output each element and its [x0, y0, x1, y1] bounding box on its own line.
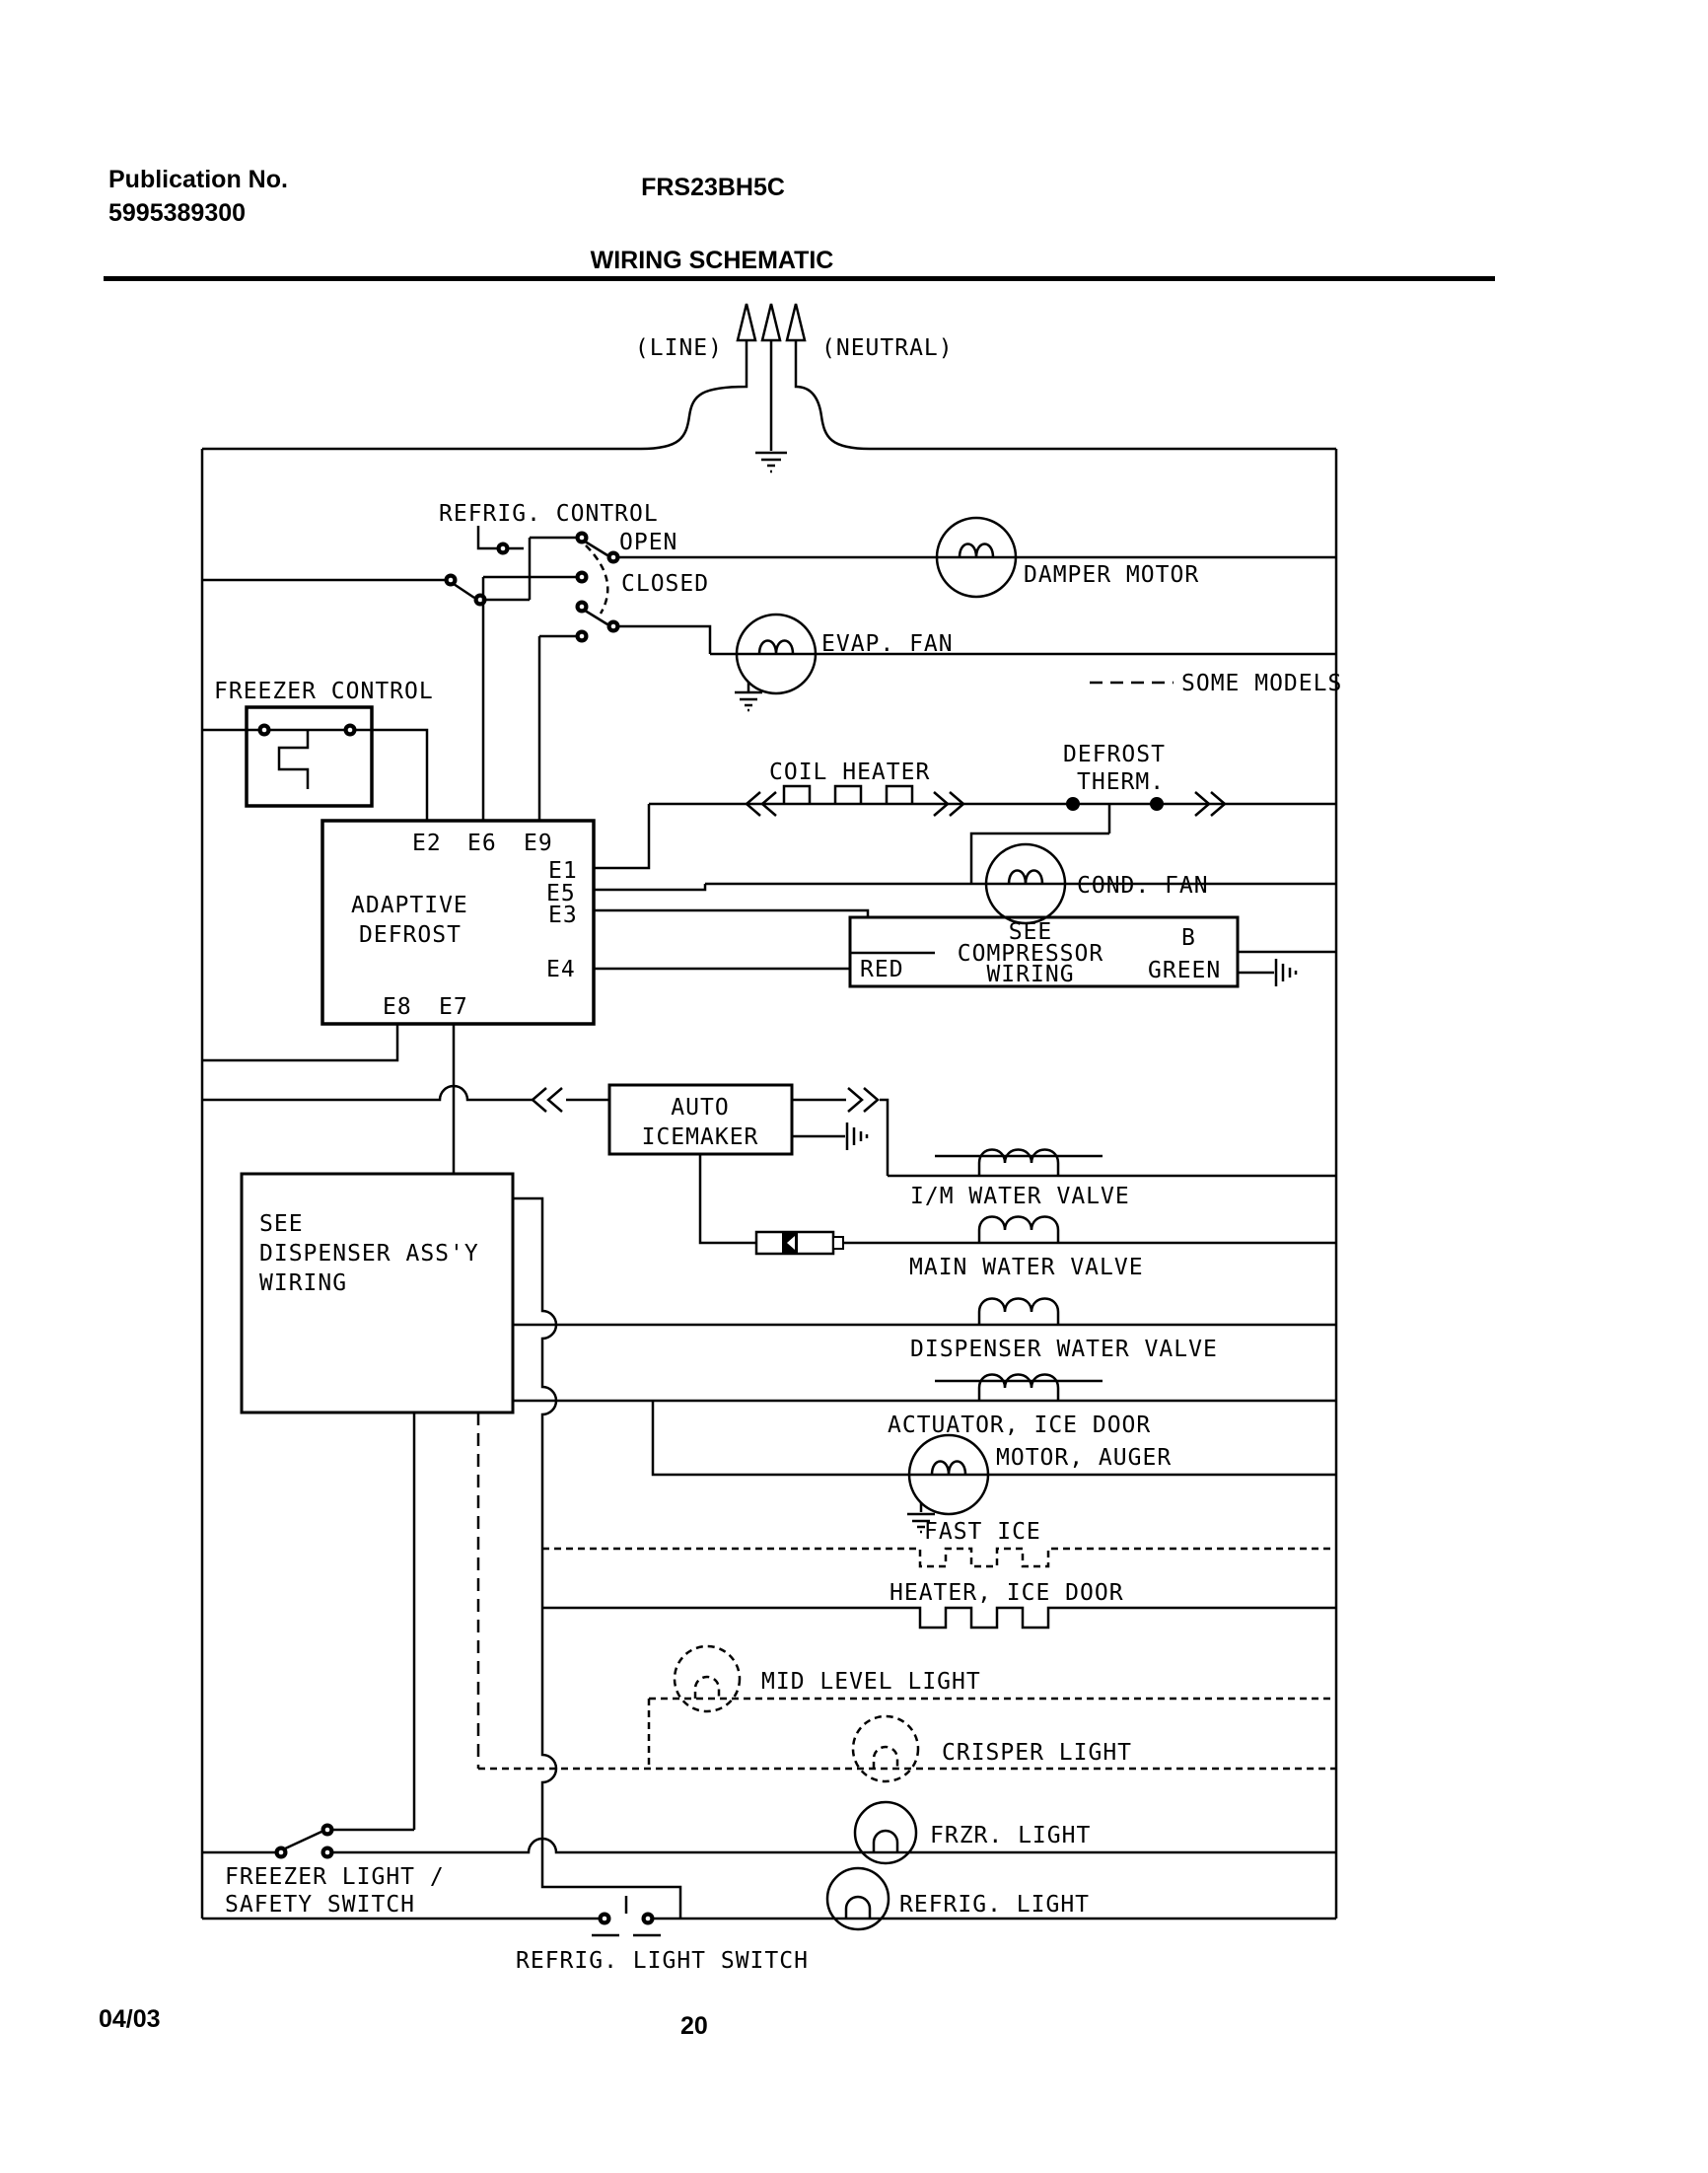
- arrow-up-icon: [787, 304, 805, 340]
- dispenser-assy-box: [242, 1174, 680, 1919]
- dispenser-box-label-3: WIRING: [259, 1270, 348, 1296]
- fast-ice-heater-element: [542, 1549, 1336, 1566]
- defrost-therm-label-1: DEFROST: [1063, 742, 1166, 767]
- coil-icon: [759, 641, 793, 655]
- freezer-safety-label-1: FREEZER LIGHT /: [225, 1864, 445, 1890]
- terminal-e8: E8: [383, 994, 412, 1020]
- lamp-icon: [855, 1802, 916, 1863]
- header-rule: [104, 276, 1495, 281]
- heater-ice-door-label: HEATER, ICE DOOR: [890, 1580, 1124, 1606]
- solenoid-coil-icon: [979, 1150, 1058, 1177]
- lamp-filament: [846, 1897, 870, 1919]
- refrig-control-switch: [202, 501, 709, 643]
- page-header: [104, 166, 1495, 281]
- freezer-light-circuit: [202, 1802, 1336, 1918]
- crisper-light: [478, 1716, 1336, 1781]
- switch-travel-arc: [586, 545, 607, 614]
- im-water-valve-label: I/M WATER VALVE: [910, 1184, 1130, 1209]
- green-wire-label: GREEN: [1148, 958, 1222, 983]
- lamp-icon: [675, 1646, 740, 1711]
- lamp-icon: [853, 1716, 918, 1781]
- refrig-control-label: REFRIG. CONTROL: [439, 501, 659, 527]
- main-water-valve-label: MAIN WATER VALVE: [909, 1255, 1144, 1280]
- switch-contact-icon: [275, 1824, 334, 1859]
- actuator-ice-door-label: ACTUATOR, ICE DOOR: [888, 1412, 1152, 1438]
- damper-motor: [619, 518, 1336, 597]
- icemaker-label-2: ICEMAKER: [641, 1124, 759, 1150]
- auto-icemaker: [202, 1085, 888, 1176]
- coil-icon: [960, 544, 993, 558]
- e1-wire: [594, 804, 649, 868]
- arrow-up-icon: [738, 304, 755, 340]
- fast-ice: [542, 1519, 1336, 1566]
- coil-icon: [1009, 871, 1042, 885]
- footer-date: 04/03: [99, 2005, 161, 2033]
- ground-icon: [847, 1123, 867, 1150]
- e5-wire: [594, 884, 705, 890]
- publication-number: 5995389300: [108, 199, 247, 227]
- terminal-e3: E3: [548, 903, 578, 928]
- ground-icon: [755, 453, 787, 471]
- light-bus-wire: [513, 1198, 680, 1919]
- dispenser-box-label-2: DISPENSER ASS'Y: [259, 1241, 479, 1267]
- icemaker-label-1: AUTO: [671, 1095, 730, 1121]
- evap-fan-label: EVAP. FAN: [821, 631, 954, 657]
- page-footer: [99, 2005, 708, 2040]
- closed-label: CLOSED: [621, 571, 710, 597]
- publication-label: Publication No.: [108, 166, 288, 193]
- top-supply: [202, 304, 1336, 471]
- frzr-light-label: FRZR. LIGHT: [930, 1823, 1092, 1848]
- actuator-ice-door: [513, 1375, 1336, 1439]
- refrig-light-label: REFRIG. LIGHT: [899, 1892, 1091, 1918]
- page-title: WIRING SCHEMATIC: [590, 247, 834, 274]
- motor-auger-label: MOTOR, AUGER: [996, 1445, 1173, 1471]
- chevron-icon: [533, 1088, 562, 1112]
- freezer-control: [202, 679, 434, 821]
- ground-icon: [735, 682, 762, 710]
- damper-motor-label: DAMPER MOTOR: [1024, 562, 1200, 588]
- freezer-control-label: FREEZER CONTROL: [214, 679, 434, 704]
- ground-icon: [1276, 959, 1296, 986]
- refrig-light-switch-label: REFRIG. LIGHT SWITCH: [516, 1948, 809, 1974]
- heater-element-icon: [542, 1608, 1336, 1628]
- dispenser-box-label-1: SEE: [259, 1211, 304, 1237]
- model-number: FRS23BH5C: [641, 174, 785, 201]
- b-wire-label: B: [1181, 925, 1196, 951]
- some-models-label: SOME MODELS: [1181, 671, 1343, 696]
- terminal-e6: E6: [467, 831, 497, 856]
- neutral-label: (NEUTRAL): [821, 335, 954, 361]
- open-label: OPEN: [619, 530, 678, 555]
- compressor-label-2: COMPRESSOR: [957, 941, 1104, 967]
- dispenser-water-valve: [513, 1299, 1336, 1363]
- main-water-valve: [700, 1154, 1336, 1280]
- solenoid-coil-icon: [979, 1217, 1058, 1244]
- adaptive-label-1: ADAPTIVE: [351, 893, 468, 918]
- chevron-icon: [848, 1088, 878, 1112]
- terminal-e5: E5: [546, 881, 576, 906]
- defrost-therm: [971, 742, 1225, 884]
- line-label: (LINE): [634, 335, 723, 361]
- terminal-e9: E9: [524, 831, 553, 856]
- coil-heater-label: COIL HEATER: [769, 760, 931, 785]
- lamp-filament: [695, 1677, 719, 1699]
- terminal-e2: E2: [412, 831, 442, 856]
- arrow-up-icon: [762, 304, 780, 340]
- defrost-therm-label-2: THERM.: [1077, 769, 1166, 795]
- lamp-filament: [874, 1747, 897, 1769]
- connector-icon: [756, 1232, 843, 1254]
- fast-ice-label: FAST ICE: [924, 1519, 1041, 1545]
- coil-icon: [932, 1462, 965, 1476]
- freezer-safety-label-2: SAFETY SWITCH: [225, 1892, 416, 1918]
- red-wire-label: RED: [860, 957, 904, 982]
- solenoid-coil-icon: [979, 1375, 1058, 1402]
- compressor-box: [850, 917, 1336, 987]
- mid-level-light-label: MID LEVEL LIGHT: [761, 1669, 981, 1695]
- solenoid-coil-icon: [979, 1299, 1058, 1326]
- adaptive-label-2: DEFROST: [359, 922, 462, 948]
- lamp-filament: [874, 1831, 897, 1852]
- pushbutton-switch-icon: [592, 1896, 661, 1935]
- footer-page-number: 20: [680, 2012, 708, 2040]
- compressor-label-3: WIRING: [986, 962, 1075, 987]
- compressor-label-1: SEE: [1008, 919, 1053, 945]
- cond-fan-label: COND. FAN: [1077, 873, 1209, 899]
- terminal-e7: E7: [439, 994, 468, 1020]
- heater-element-icon: [784, 786, 912, 804]
- terminal-e1: E1: [548, 858, 578, 884]
- therm-element: [971, 804, 1109, 884]
- heater-ice-door: [542, 1580, 1336, 1628]
- im-water-valve: [888, 1150, 1336, 1210]
- e8-wire: [202, 1024, 397, 1060]
- dispenser-water-valve-label: DISPENSER WATER VALVE: [910, 1337, 1218, 1362]
- legend: [1090, 671, 1342, 696]
- thermostat-element-icon: [279, 730, 308, 789]
- e3-wire: [594, 910, 868, 917]
- crisper-light-label: CRISPER LIGHT: [942, 1740, 1133, 1766]
- terminal-e4: E4: [546, 957, 576, 982]
- lamp-icon: [827, 1868, 889, 1929]
